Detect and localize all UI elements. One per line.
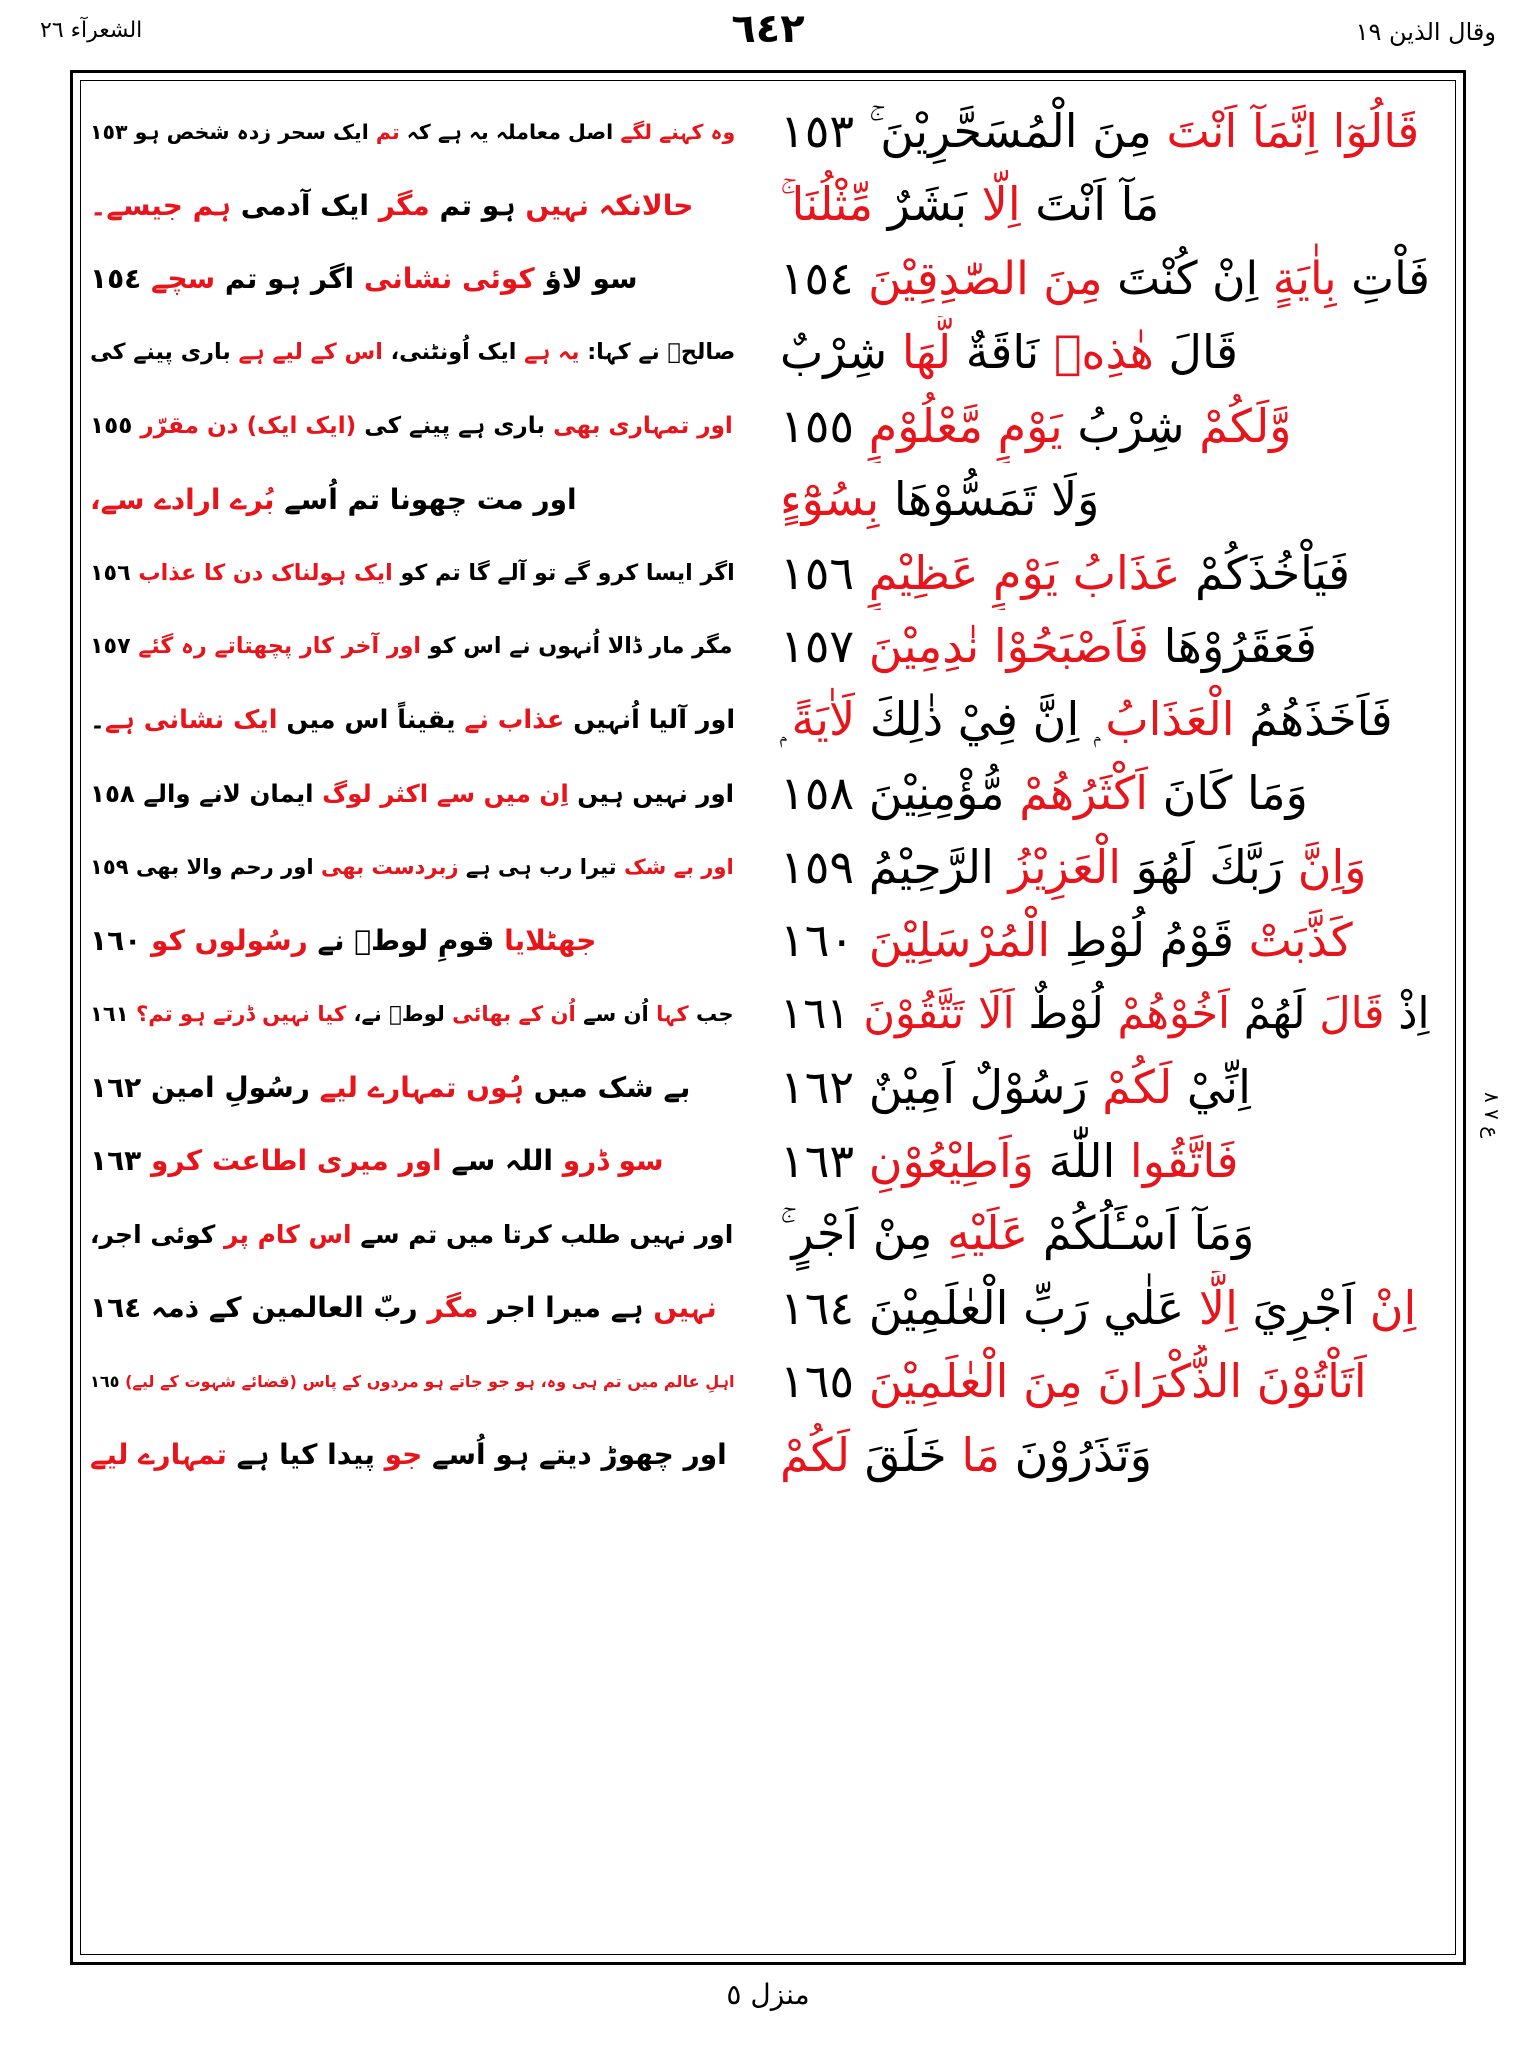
- highlighted-text: وَاِنَّ: [1297, 839, 1367, 894]
- plain-text: ہے میرا اجر: [478, 1291, 654, 1325]
- urdu-translation-line: [90, 316, 750, 390]
- highlighted-text: مگر: [378, 188, 430, 222]
- highlighted-text: لَكُمْ: [780, 1427, 851, 1482]
- urdu-translation-line: [90, 610, 750, 684]
- highlighted-text: لَكُمْ: [1102, 1060, 1173, 1115]
- highlighted-text: وَاَطِيْعُوْنِ: [868, 1133, 1034, 1188]
- plain-text: اللہ سے: [441, 1144, 563, 1178]
- plain-text: اگر ہو تم: [215, 262, 364, 296]
- plain-text: اللّٰهَ: [1033, 1133, 1130, 1188]
- urdu-translation-line-content: [90, 189, 693, 222]
- urdu-translation-line-content: [90, 633, 733, 659]
- plain-text: اَجْرِيَ: [1237, 1280, 1370, 1335]
- highlighted-text: اس کے لیے ہے: [238, 339, 383, 366]
- plain-text: وَلَا تَمَسُّوْهَا: [879, 472, 1100, 527]
- highlighted-text: ہم جیسے۔: [90, 188, 232, 222]
- arabic-verse-line-content: [780, 1281, 1416, 1335]
- highlighted-text: قَالَ: [1319, 988, 1385, 1039]
- plain-text: سو لاؤ: [534, 262, 638, 296]
- plain-text: ١٦٣: [90, 1144, 152, 1178]
- plain-text: وَمَآ اَسْـَٔلُكُمْ: [1028, 1206, 1255, 1261]
- highlighted-text: اَتَاْتُوْنَ الذُّكْرَانَ مِنَ الْعٰلَمِيْنَ: [868, 1354, 1367, 1409]
- arabic-text-column: [780, 95, 1446, 1955]
- urdu-translation-line-content: [90, 1438, 727, 1471]
- highlighted-text: ایک ہولناک دن کا عذاب: [138, 559, 393, 586]
- highlighted-text: لَّهَا: [901, 325, 952, 380]
- plain-text: اور آلیا اُنہیں: [564, 705, 736, 736]
- highlighted-text: عَذَابُ يَوْمٍ عَظِيْمٍ: [868, 545, 1181, 600]
- highlighted-text: اور بے شک: [623, 854, 734, 880]
- plain-text: اصل معاملہ یہ ہے کہ: [399, 119, 621, 144]
- plain-text: ۔: [90, 705, 105, 736]
- plain-text: صالحؑ نے کہا:: [579, 339, 736, 366]
- urdu-translation-line: [90, 1051, 750, 1125]
- urdu-translation-line-content: [90, 1220, 733, 1249]
- arabic-verse-line: [780, 242, 1446, 316]
- highlighted-text: رسُولوں کو: [151, 923, 308, 957]
- plain-text: فَاَخَذَهُمُ: [1234, 691, 1393, 746]
- urdu-translation-line-content: [90, 120, 735, 144]
- plain-text: ١٦٥: [780, 1354, 869, 1409]
- urdu-translation-line: [90, 95, 750, 169]
- highlighted-text: حالانکہ نہیں: [525, 188, 694, 222]
- plain-text: اور مت چھونا تم اُسے: [274, 482, 577, 516]
- urdu-translation-line: [90, 683, 750, 757]
- urdu-translation-line: [90, 1418, 750, 1492]
- urdu-translation-line: [90, 904, 750, 978]
- urdu-translation-line-content: [90, 262, 638, 295]
- highlighted-text: زبردست بھی: [320, 854, 459, 880]
- plain-text: باری پینے کی: [90, 339, 239, 366]
- urdu-translation-line: [90, 169, 750, 243]
- highlighted-text: يَوْمٍ مَّعْلُوْمٍ: [868, 398, 1063, 453]
- plain-text: ١٥٥: [90, 412, 141, 439]
- urdu-translation-line-content: [90, 339, 735, 365]
- plain-text: ایمان لانے والے ١٥٨: [90, 778, 323, 808]
- arabic-verse-line: [780, 757, 1446, 831]
- highlighted-text: اور آخر کار پچھتاتے رہ گئے: [138, 633, 421, 660]
- urdu-translation-line: [90, 463, 750, 537]
- plain-text: ١٥٦: [90, 559, 139, 586]
- urdu-translation-line-content: [90, 1372, 735, 1391]
- plain-text: بَشَرٌ: [873, 177, 982, 232]
- highlighted-text: نہیں: [653, 1291, 717, 1325]
- highlighted-text: مِنَ الصّٰدِقِيْنَ: [868, 252, 1103, 306]
- arabic-verse-line: [780, 1418, 1446, 1492]
- page-number: ٦٤٢: [731, 6, 805, 52]
- highlighted-text: کہا: [656, 1001, 689, 1027]
- urdu-translation-line-content: [90, 779, 734, 808]
- plain-text: اگر ایسا کرو گے تو آلے گا تم کو: [392, 559, 735, 586]
- plain-text: لوطؑ نے،: [346, 1001, 453, 1027]
- highlighted-text: اس کام پر: [223, 1219, 352, 1249]
- plain-text: اور نہیں طلب کرتا میں تم سے: [351, 1219, 734, 1249]
- urdu-translation-line-content: [90, 854, 734, 879]
- arabic-verse-line: [780, 95, 1446, 169]
- plain-text: پیدا کیا ہے: [226, 1438, 385, 1472]
- highlighted-text: بِسُوْٓءٍ: [780, 472, 880, 527]
- urdu-translation-line-content: [90, 1291, 717, 1324]
- plain-text: مُّؤْمِنِيْنَ ١٥٨: [780, 766, 1020, 821]
- plain-text: فَاْتِ: [1336, 252, 1430, 306]
- urdu-translation-line: [90, 1124, 750, 1198]
- arabic-verse-line: [780, 1124, 1446, 1198]
- urdu-translation-line: [90, 1345, 750, 1419]
- plain-text: قَالَ: [1153, 325, 1238, 380]
- plain-text: اور رحم والا بھی ١٥٩: [90, 854, 321, 880]
- highlighted-text: وَّلَكُمْ: [1199, 398, 1292, 453]
- plain-text: ۭ: [780, 691, 792, 746]
- highlighted-text: فَاَصْبَحُوْا نٰدِمِيْنَ: [868, 619, 1150, 674]
- highlighted-text: الْعَزِيْزُ: [1008, 839, 1122, 894]
- highlighted-text: الْعَذَابُ: [1105, 691, 1235, 746]
- plain-text: جب: [688, 1001, 734, 1027]
- plain-text: ١٥٥: [780, 398, 869, 453]
- highlighted-text: اَلَا تَتَّقُوْنَ: [863, 988, 1015, 1039]
- arabic-verse-line: [780, 1051, 1446, 1125]
- arabic-verse-line: [780, 683, 1446, 757]
- ruku-marker: ع ٧ ٨: [1480, 1091, 1504, 1139]
- arabic-verse-line-content: [780, 989, 1429, 1039]
- arabic-verse-line: [780, 316, 1446, 390]
- arabic-verse-line-content: [780, 177, 1159, 233]
- highlighted-text: اہلِ عالم میں تم ہی وہ، ہو جو جاتے ہو مردوں کے پاس (قضائے شہوت کے لیے): [125, 1371, 735, 1391]
- arabic-verse-line: [780, 389, 1446, 463]
- highlighted-text: کیا نہیں ڈرتے ہو تم؟: [135, 1001, 347, 1027]
- urdu-translation-line-content: [90, 483, 577, 516]
- arabic-verse-line-content: [780, 619, 1317, 673]
- plain-text: اور نہیں ہیں: [568, 778, 735, 808]
- arabic-verse-line: [780, 169, 1446, 243]
- highlighted-text: ہُوں تمہارے لیے: [319, 1070, 525, 1104]
- arabic-verse-line-content: [780, 1354, 1367, 1408]
- plain-text: مَآ اَنْتَ: [1020, 177, 1160, 232]
- highlighted-text: اِلَّا: [1198, 1280, 1238, 1335]
- highlighted-text: لَاٰيَةً: [791, 691, 856, 746]
- arabic-verse-line-content: [780, 692, 1393, 748]
- urdu-translation-line-content: [90, 704, 735, 735]
- plain-text: مگر مار ڈالا اُنہوں نے اس کو: [421, 633, 733, 660]
- highlighted-text: جو: [384, 1438, 423, 1472]
- plain-text: ١٥٤: [780, 252, 869, 306]
- highlighted-text: كَذَّبَتْ: [1248, 913, 1353, 968]
- plain-text: باری ہے پینے کی: [356, 412, 554, 439]
- plain-text: اِذْ: [1384, 988, 1430, 1039]
- arabic-verse-line: [780, 536, 1446, 610]
- plain-text: بے شک میں: [524, 1070, 691, 1104]
- plain-text: لُوْطٌ: [1014, 988, 1118, 1039]
- urdu-translation-line-content: [90, 1071, 690, 1104]
- urdu-translation-line: [90, 757, 750, 831]
- arabic-verse-line-content: [780, 399, 1291, 453]
- plain-text: یقیناً اس میں: [277, 705, 465, 736]
- plain-text: ایک اُونٹنی،: [382, 339, 525, 366]
- arabic-verse-line-content: [780, 1134, 1239, 1188]
- arabic-verse-line-content: [780, 1428, 1152, 1482]
- plain-text: قَوْمُ لُوْطِ: [1050, 913, 1249, 968]
- highlighted-text: مَا: [961, 1427, 1000, 1482]
- plain-text: ١٦٥: [90, 1371, 126, 1391]
- plain-text: رَبَّكَ لَهُوَ: [1121, 839, 1298, 894]
- highlighted-text: اِلَّا: [981, 177, 1021, 232]
- urdu-translation-column: [90, 95, 750, 1955]
- surah-name-header: الشعرآء ٢٦: [40, 18, 143, 43]
- highlighted-text: ایک نشانی ہے: [104, 705, 278, 736]
- highlighted-text: الْمُرْسَلِيْنَ: [868, 913, 1051, 968]
- plain-text: ١٦٣: [780, 1133, 869, 1188]
- arabic-verse-line-content: [780, 1060, 1251, 1114]
- highlighted-text: (ایک ایک) دن مقرّر: [140, 412, 357, 439]
- plain-text: الرَّحِيْمُ ١٥٩: [780, 839, 1009, 894]
- arabic-verse-line: [780, 1198, 1446, 1272]
- urdu-translation-line-content: [90, 1001, 734, 1026]
- highlighted-text: اِنْ: [1369, 1280, 1417, 1335]
- arabic-verse-line-content: [780, 104, 1419, 160]
- arabic-verse-line-content: [780, 766, 1308, 820]
- highlighted-text: اَكْثَرُهُمْ: [1019, 766, 1149, 821]
- plain-text: ایک آدمی: [231, 188, 379, 222]
- plain-text: فَعَقَرُوْهَا: [1149, 619, 1317, 674]
- arabic-verse-line: [780, 904, 1446, 978]
- plain-text: وَمَا كَانَ: [1148, 766, 1308, 821]
- highlighted-text: یہ ہے: [524, 339, 580, 366]
- plain-text: ١٥٧: [90, 633, 139, 660]
- plain-text: عَلٰي رَبِّ الْعٰلَمِيْنَ ١٦٤: [780, 1280, 1199, 1335]
- plain-text: نَاقَةٌ: [951, 325, 1054, 380]
- plain-text: ہو تم: [429, 188, 526, 222]
- highlighted-text: تم: [375, 119, 400, 144]
- plain-text: ۭ اِنَّ فِيْ ذٰلِكَ: [855, 691, 1106, 746]
- plain-text: ١٥٤: [90, 262, 152, 296]
- arabic-verse-line-content: [780, 325, 1238, 379]
- plain-text: خَلَقَ: [850, 1427, 962, 1482]
- highlighted-text: اِن میں سے اکثر لوگ: [322, 778, 569, 808]
- plain-text: فَيَاْخُذَكُمْ: [1180, 545, 1351, 600]
- plain-text: ١٥٧: [780, 619, 869, 674]
- plain-text: ربّ العالمین کے ذمہ ١٦٤: [90, 1291, 428, 1325]
- plain-text: اور چھوڑ دیتے ہو اُسے: [422, 1438, 727, 1472]
- arabic-verse-line: [780, 977, 1446, 1051]
- manzil-footer: منزل ٥: [726, 1978, 810, 2011]
- plain-text: ١٦٠: [90, 923, 152, 957]
- urdu-translation-line: [90, 977, 750, 1051]
- plain-text: لَهُمْ: [1230, 988, 1320, 1039]
- arabic-verse-line: [780, 1345, 1446, 1419]
- highlighted-text: بِاٰيَةٍ: [1272, 252, 1337, 306]
- arabic-verse-line-content: [780, 472, 1099, 526]
- urdu-translation-line-content: [90, 1144, 664, 1177]
- highlighted-text: لگے: [620, 119, 652, 144]
- plain-text: شِرْبٌ: [780, 325, 902, 380]
- plain-text: مِنْ اَجْرٍ ۚ: [780, 1206, 947, 1261]
- urdu-translation-line-content: [90, 924, 596, 957]
- arabic-verse-line: [780, 1271, 1446, 1345]
- arabic-verse-line-content: [780, 252, 1430, 305]
- highlighted-text: اور تمہاری بھی: [553, 412, 733, 439]
- urdu-translation-line: [90, 1198, 750, 1272]
- plain-text: قومِ لوطؑ نے: [307, 923, 505, 957]
- arabic-verse-line: [780, 830, 1446, 904]
- arabic-verse-line-content: [780, 913, 1353, 967]
- highlighted-text: کوئی نشانی: [363, 262, 535, 296]
- plain-text: اُن سے: [575, 1001, 657, 1027]
- highlighted-text: اَخُوْهُمْ: [1117, 988, 1231, 1039]
- plain-text: تیرا رب ہی ہے: [458, 854, 624, 880]
- highlighted-text: جھٹلایا: [504, 923, 597, 957]
- arabic-verse-line-content: [780, 1206, 1254, 1262]
- plain-text: اِنِّيْ: [1172, 1060, 1251, 1115]
- highlighted-text: عذاب نے: [464, 705, 565, 736]
- highlighted-text: مِّثْلُنَا ۚ: [780, 177, 874, 232]
- plain-text: رسُولِ امین ١٦٢: [90, 1070, 320, 1104]
- plain-text: ١٦٠: [780, 913, 869, 968]
- urdu-translation-line: [90, 536, 750, 610]
- highlighted-text: وہ کہنے: [651, 119, 736, 144]
- urdu-translation-line: [90, 830, 750, 904]
- highlighted-text: هٰذِهٖ: [1053, 325, 1154, 380]
- highlighted-text: سو ڈرو: [562, 1144, 664, 1178]
- plain-text: رَسُوْلٌ اَمِيْنٌ ١٦٢: [780, 1060, 1103, 1115]
- urdu-translation-line-content: [90, 413, 733, 439]
- plain-text: ایک سحر زدہ شخص ہو ١٥٣: [90, 119, 376, 144]
- arabic-verse-line: [780, 463, 1446, 537]
- highlighted-text: اور میری اطاعت کرو: [151, 1144, 442, 1178]
- plain-text: ١٦١: [90, 1001, 136, 1027]
- plain-text: ١٥٦: [780, 545, 869, 600]
- highlighted-text: بُرے ارادے سے،: [90, 482, 275, 516]
- plain-text: کوئی اجر،: [90, 1219, 224, 1249]
- plain-text: مِنَ الْمُسَحَّرِيْنَ ۚ ١٥٣: [780, 103, 1152, 158]
- urdu-translation-line-content: [90, 560, 735, 586]
- plain-text: اِنْ كُنْتَ: [1102, 252, 1273, 306]
- urdu-translation-line: [90, 389, 750, 463]
- arabic-verse-line-content: [780, 546, 1350, 600]
- highlighted-text: فَاتَّقُوا: [1129, 1133, 1239, 1188]
- highlighted-text: اُن کے بھائی: [452, 1001, 576, 1027]
- plain-text: وَتَذَرُوْنَ: [999, 1427, 1152, 1482]
- highlighted-text: مگر: [427, 1291, 479, 1325]
- highlighted-text: عَلَيْهِ: [947, 1206, 1029, 1261]
- urdu-translation-line: [90, 1271, 750, 1345]
- highlighted-text: تمہارے لیے: [90, 1438, 227, 1472]
- arabic-verse-line-content: [780, 840, 1366, 894]
- plain-text: شِرْبُ: [1062, 398, 1200, 453]
- highlighted-text: قَالُوٓا اِنَّمَآ اَنْتَ: [1151, 103, 1420, 158]
- urdu-translation-line: [90, 242, 750, 316]
- arabic-verse-line: [780, 610, 1446, 684]
- highlighted-text: سچے: [151, 262, 216, 296]
- plain-text: ١٦١: [780, 988, 864, 1039]
- juz-name-header: وقال الذين ١٩: [1355, 18, 1496, 46]
